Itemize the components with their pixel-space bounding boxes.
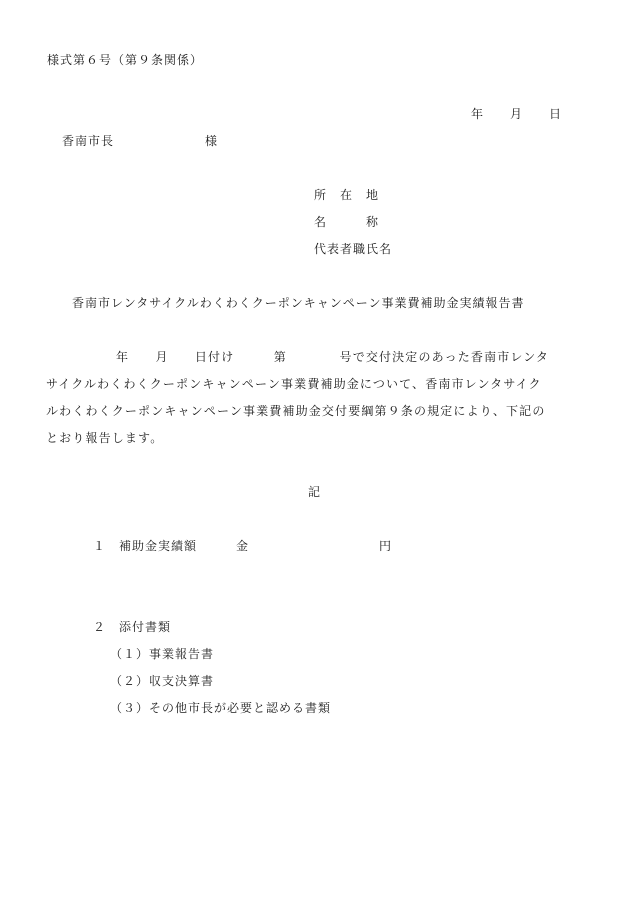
name-label: 名 称	[314, 215, 380, 229]
subsidy-amount-row: １ 補助金実績額 金 円	[93, 539, 393, 553]
body-paragraph	[46, 351, 586, 459]
body-line: ルわくわくクーポンキャンペーン事業費補助金交付要綱第９条の規定により、下記の	[46, 404, 546, 418]
attachments-heading: ２ 添付書類	[93, 620, 172, 634]
body-line: 年 月 日付け 第 号で交付決定のあった香南市レンタ	[116, 350, 550, 364]
date-line: 年 月 日	[471, 107, 563, 121]
attachment-item: （３）その他市長が必要と認める書類	[110, 701, 332, 715]
document-title: 香南市レンタサイクルわくわくクーポンキャンペーン事業費補助金実績報告書	[72, 296, 525, 310]
body-line: とおり報告します。	[46, 431, 164, 445]
address-label: 所 在 地	[314, 188, 380, 202]
attachment-item: （２）収支決算書	[110, 674, 215, 688]
note-mark: 記	[308, 485, 322, 499]
attachment-item: （１）事業報告書	[110, 647, 215, 661]
body-line: サイクルわくわくクーポンキャンペーン事業費補助金について、香南市レンタサイク	[46, 377, 542, 391]
addressee: 香南市長 様	[62, 134, 219, 148]
form-number: 様式第６号（第９条関係）	[47, 53, 204, 67]
representative-label: 代表者職氏名	[314, 242, 393, 256]
